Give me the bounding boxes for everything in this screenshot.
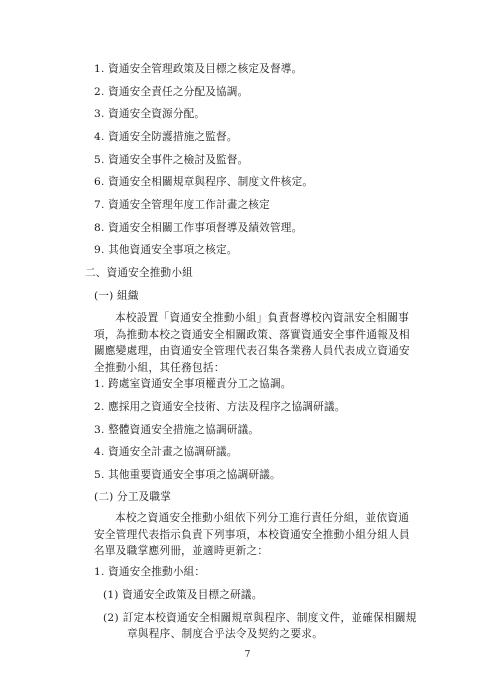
subsection-heading: (二) 分工及職掌 (94, 491, 171, 503)
section-heading: 二、資通安全推動小組 (85, 267, 193, 279)
list-item: 3. 整體資通安全措施之協調研議。 (94, 424, 260, 436)
list-item: 1. 跨處室資通安全事項權責分工之協調。 (94, 378, 292, 390)
list-item: 4. 資通安全防護措施之監督。 (94, 131, 238, 143)
list-item: 9. 其他資通安全事項之核定。 (94, 244, 238, 256)
list-item: (1) 資通安全政策及目標之研議。 (103, 589, 263, 601)
list-item: 7. 資通安全管理年度工作計畫之核定 (94, 199, 270, 211)
list-item: 8. 資通安全相關工作事項督導及績效管理。 (94, 222, 303, 234)
paragraph: 本校設置「資通安全推動小組」負責督導校內資訊安全相關事項，為推動本校之資通安全相關政策、落實資通安全事件通報及相關應變處理，由資通安全管理代表召集各業務人員代表成立資通安全推動小組，其任務包括： (94, 312, 410, 374)
list-item: (2) 訂定本校資通安全相關規章與程序、制度文件，並確保相關規章與程序、制度合乎法令及契約之要求。 (103, 612, 417, 640)
list-item: 2. 應採用之資通安全技術、方法及程序之協調研議。 (94, 401, 346, 413)
list-item: 4. 資通安全計畫之協調研議。 (94, 446, 238, 458)
paragraph: 本校之資通安全推動小組依下列分工進行責任分組，並依資通安全管理代表指示負責下列事項，本校資通安全推動小組分組人員名單及職掌應列冊，並適時更新之： (94, 512, 410, 557)
page-number: 7 (244, 650, 251, 660)
list-item: 5. 資通安全事件之檢討及監督。 (94, 154, 249, 166)
subsection-heading: (一) 組織 (94, 290, 139, 302)
list-item: 1. 資通安全推動小組： (94, 566, 206, 578)
list-item: 1. 資通安全管理政策及目標之核定及督導。 (94, 63, 303, 75)
list-item: 6. 資通安全相關規章與程序、制度文件核定。 (94, 176, 314, 188)
list-item: 3. 資通安全資源分配。 (94, 108, 206, 120)
list-item: 2. 資通安全責任之分配及協調。 (94, 86, 249, 98)
list-item: 5. 其他重要資通安全事項之協調研議。 (94, 469, 281, 481)
